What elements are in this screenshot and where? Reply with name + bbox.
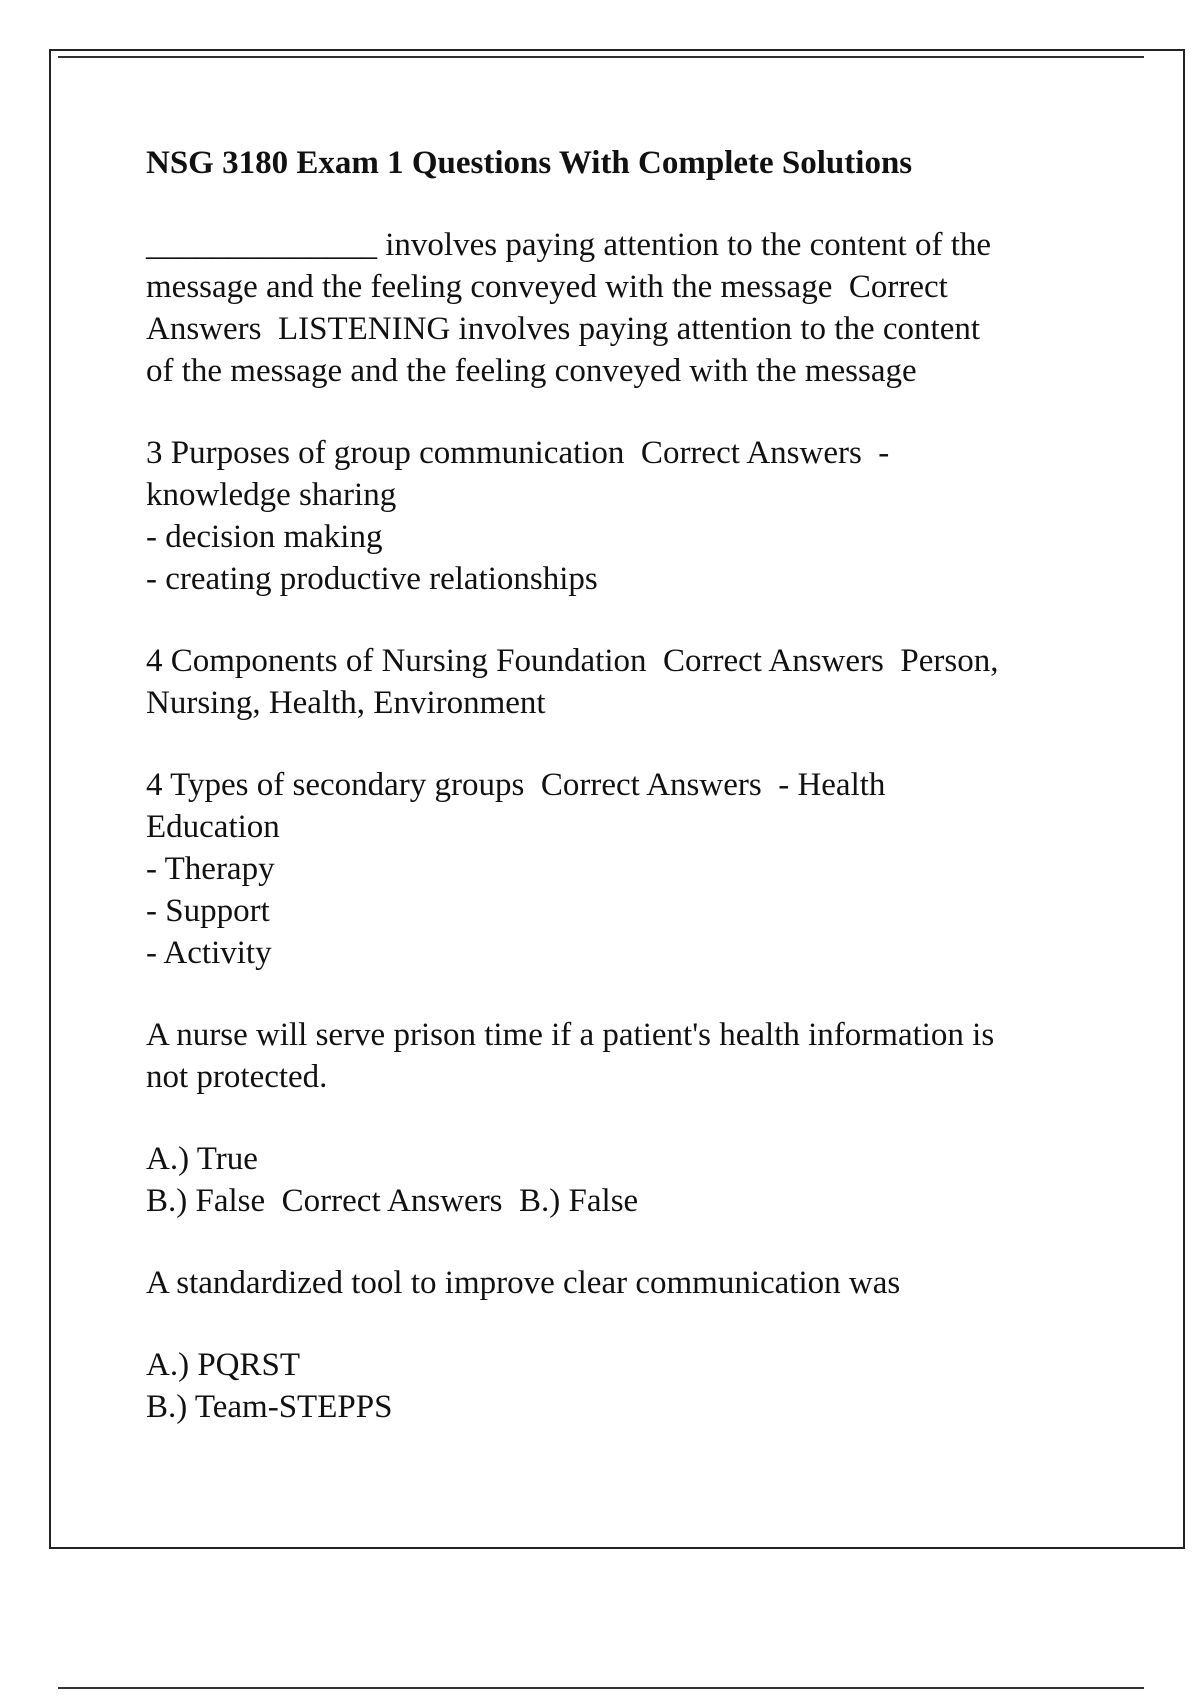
text-line: A.) PQRST: [146, 1347, 301, 1383]
qa-block: [146, 224, 1106, 392]
document-body: [146, 142, 1106, 1468]
text-line: - Therapy: [146, 851, 275, 887]
qa-block: [146, 640, 1106, 724]
footer-rule: [58, 1687, 1144, 1689]
text-line: A standardized tool to improve clear communication was: [146, 1265, 901, 1301]
text-line: message and the feeling conveyed with the message Correct: [146, 269, 948, 305]
text-line: B.) False Correct Answers B.) False: [146, 1183, 639, 1219]
text-line: - decision making: [146, 519, 383, 555]
text-line: 4 Types of secondary groups Correct Answers - Health: [146, 767, 886, 803]
text-line: not protected.: [146, 1059, 328, 1095]
text-line: - Support: [146, 893, 270, 929]
qa-block: [146, 1262, 1106, 1304]
text-line: 4 Components of Nursing Foundation Correct Answers Person,: [146, 643, 999, 679]
text-line: Answers LISTENING involves paying attention to the content: [146, 311, 981, 347]
text-line: Nursing, Health, Environment: [146, 685, 546, 721]
text-line: B.) Team-STEPPS: [146, 1389, 393, 1425]
text-line: A.) True: [146, 1141, 258, 1177]
text-line: knowledge sharing: [146, 477, 397, 513]
text-line: - Activity: [146, 935, 272, 971]
document-title: NSG 3180 Exam 1 Questions With Complete Solutions: [146, 145, 913, 181]
text-line: ______________ involves paying attention to the content of the: [146, 227, 992, 263]
text-line: 3 Purposes of group communication Correct Answers -: [146, 435, 890, 471]
text-line: - creating productive relationships: [146, 561, 598, 597]
text-line: Education: [146, 809, 280, 845]
qa-block: [146, 1344, 1106, 1428]
qa-block: [146, 432, 1106, 600]
text-line: A nurse will serve prison time if a patient's health information is: [146, 1017, 995, 1053]
qa-block: [146, 1014, 1106, 1098]
qa-block: [146, 764, 1106, 974]
text-line: of the message and the feeling conveyed with the message: [146, 353, 917, 389]
qa-block: [146, 1138, 1106, 1222]
